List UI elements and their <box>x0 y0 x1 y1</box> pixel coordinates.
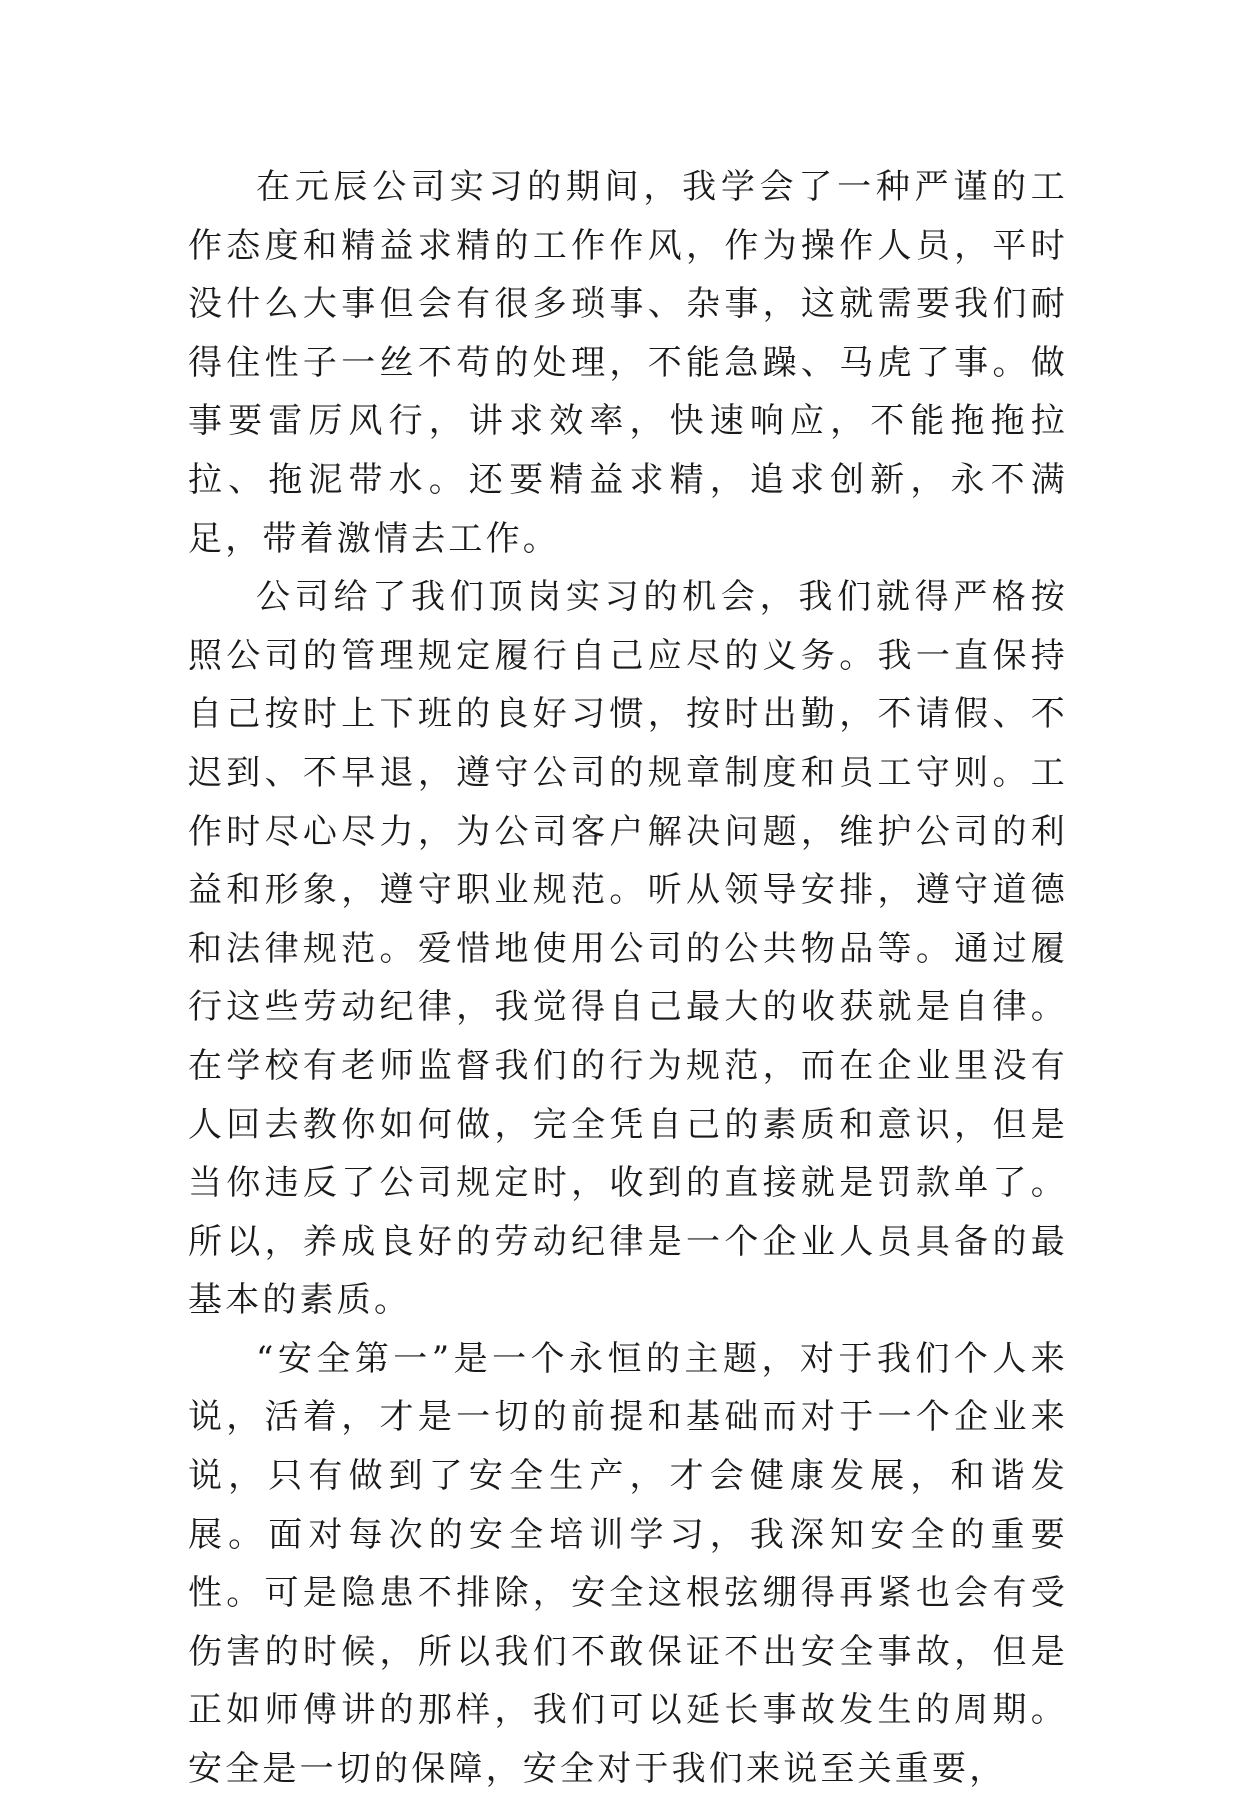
paragraph-safety-first: “安全第一”是一个永恒的主题，对于我们个人来说，活着，才是一切的前提和基础而对于一个企业来说，只有做到了安全生产，才会健康发展，和谐发展。面对每次的安全培训学习，我深知安全的重要性。可是隐患不排除，安全这根弦绷得再紧也会有受伤害的时候，所以我们不敢保证不出安全事故，但是正如师傅讲的那样，我们可以延长事故发生的周期。安全是一切的保障，安全对于我们来说至关重要， <box>188 1338 1068 1790</box>
paragraph-internship-attitude: 在元辰公司实习的期间，我学会了一种严谨的工作态度和精益求精的工作作风，作为操作人员，平时没什么大事但会有很多琐事、杂事，这就需要我们耐得住性子一丝不苟的处理，不能急躁、马虎了事。做事要雷厉风行，讲求效率，快速响应，不能拖拖拉拉、拖泥带水。还要精益求精，追求创新，永不满足，带着激情去工作。 <box>188 167 1068 559</box>
paragraph-labor-discipline: 公司给了我们顶岗实习的机会，我们就得严格按照公司的管理规定履行自己应尽的义务。我一直保持自己按时上下班的良好习惯，按时出勤，不请假、不迟到、不早退，遵守公司的规章制度和员工守则。工作时尽心尽力，为公司客户解决问题，维护公司的利益和形象，遵守职业规范。听从领导安排，遵守道德和法律规范。爱惜地使用公司的公共物品等。通过履行这些劳动纪律，我觉得自己最大的收获就是自律。在学校有老师监督我们的行为规范，而在企业里没有人回去教你如何做，完全凭自己的素质和意识，但是当你违反了公司规定时，收到的直接就是罚款单了。所以，养成良好的劳动纪律是一个企业人员具备的最基本的素质。 <box>188 577 1068 1321</box>
body-text <box>188 158 1068 1799</box>
